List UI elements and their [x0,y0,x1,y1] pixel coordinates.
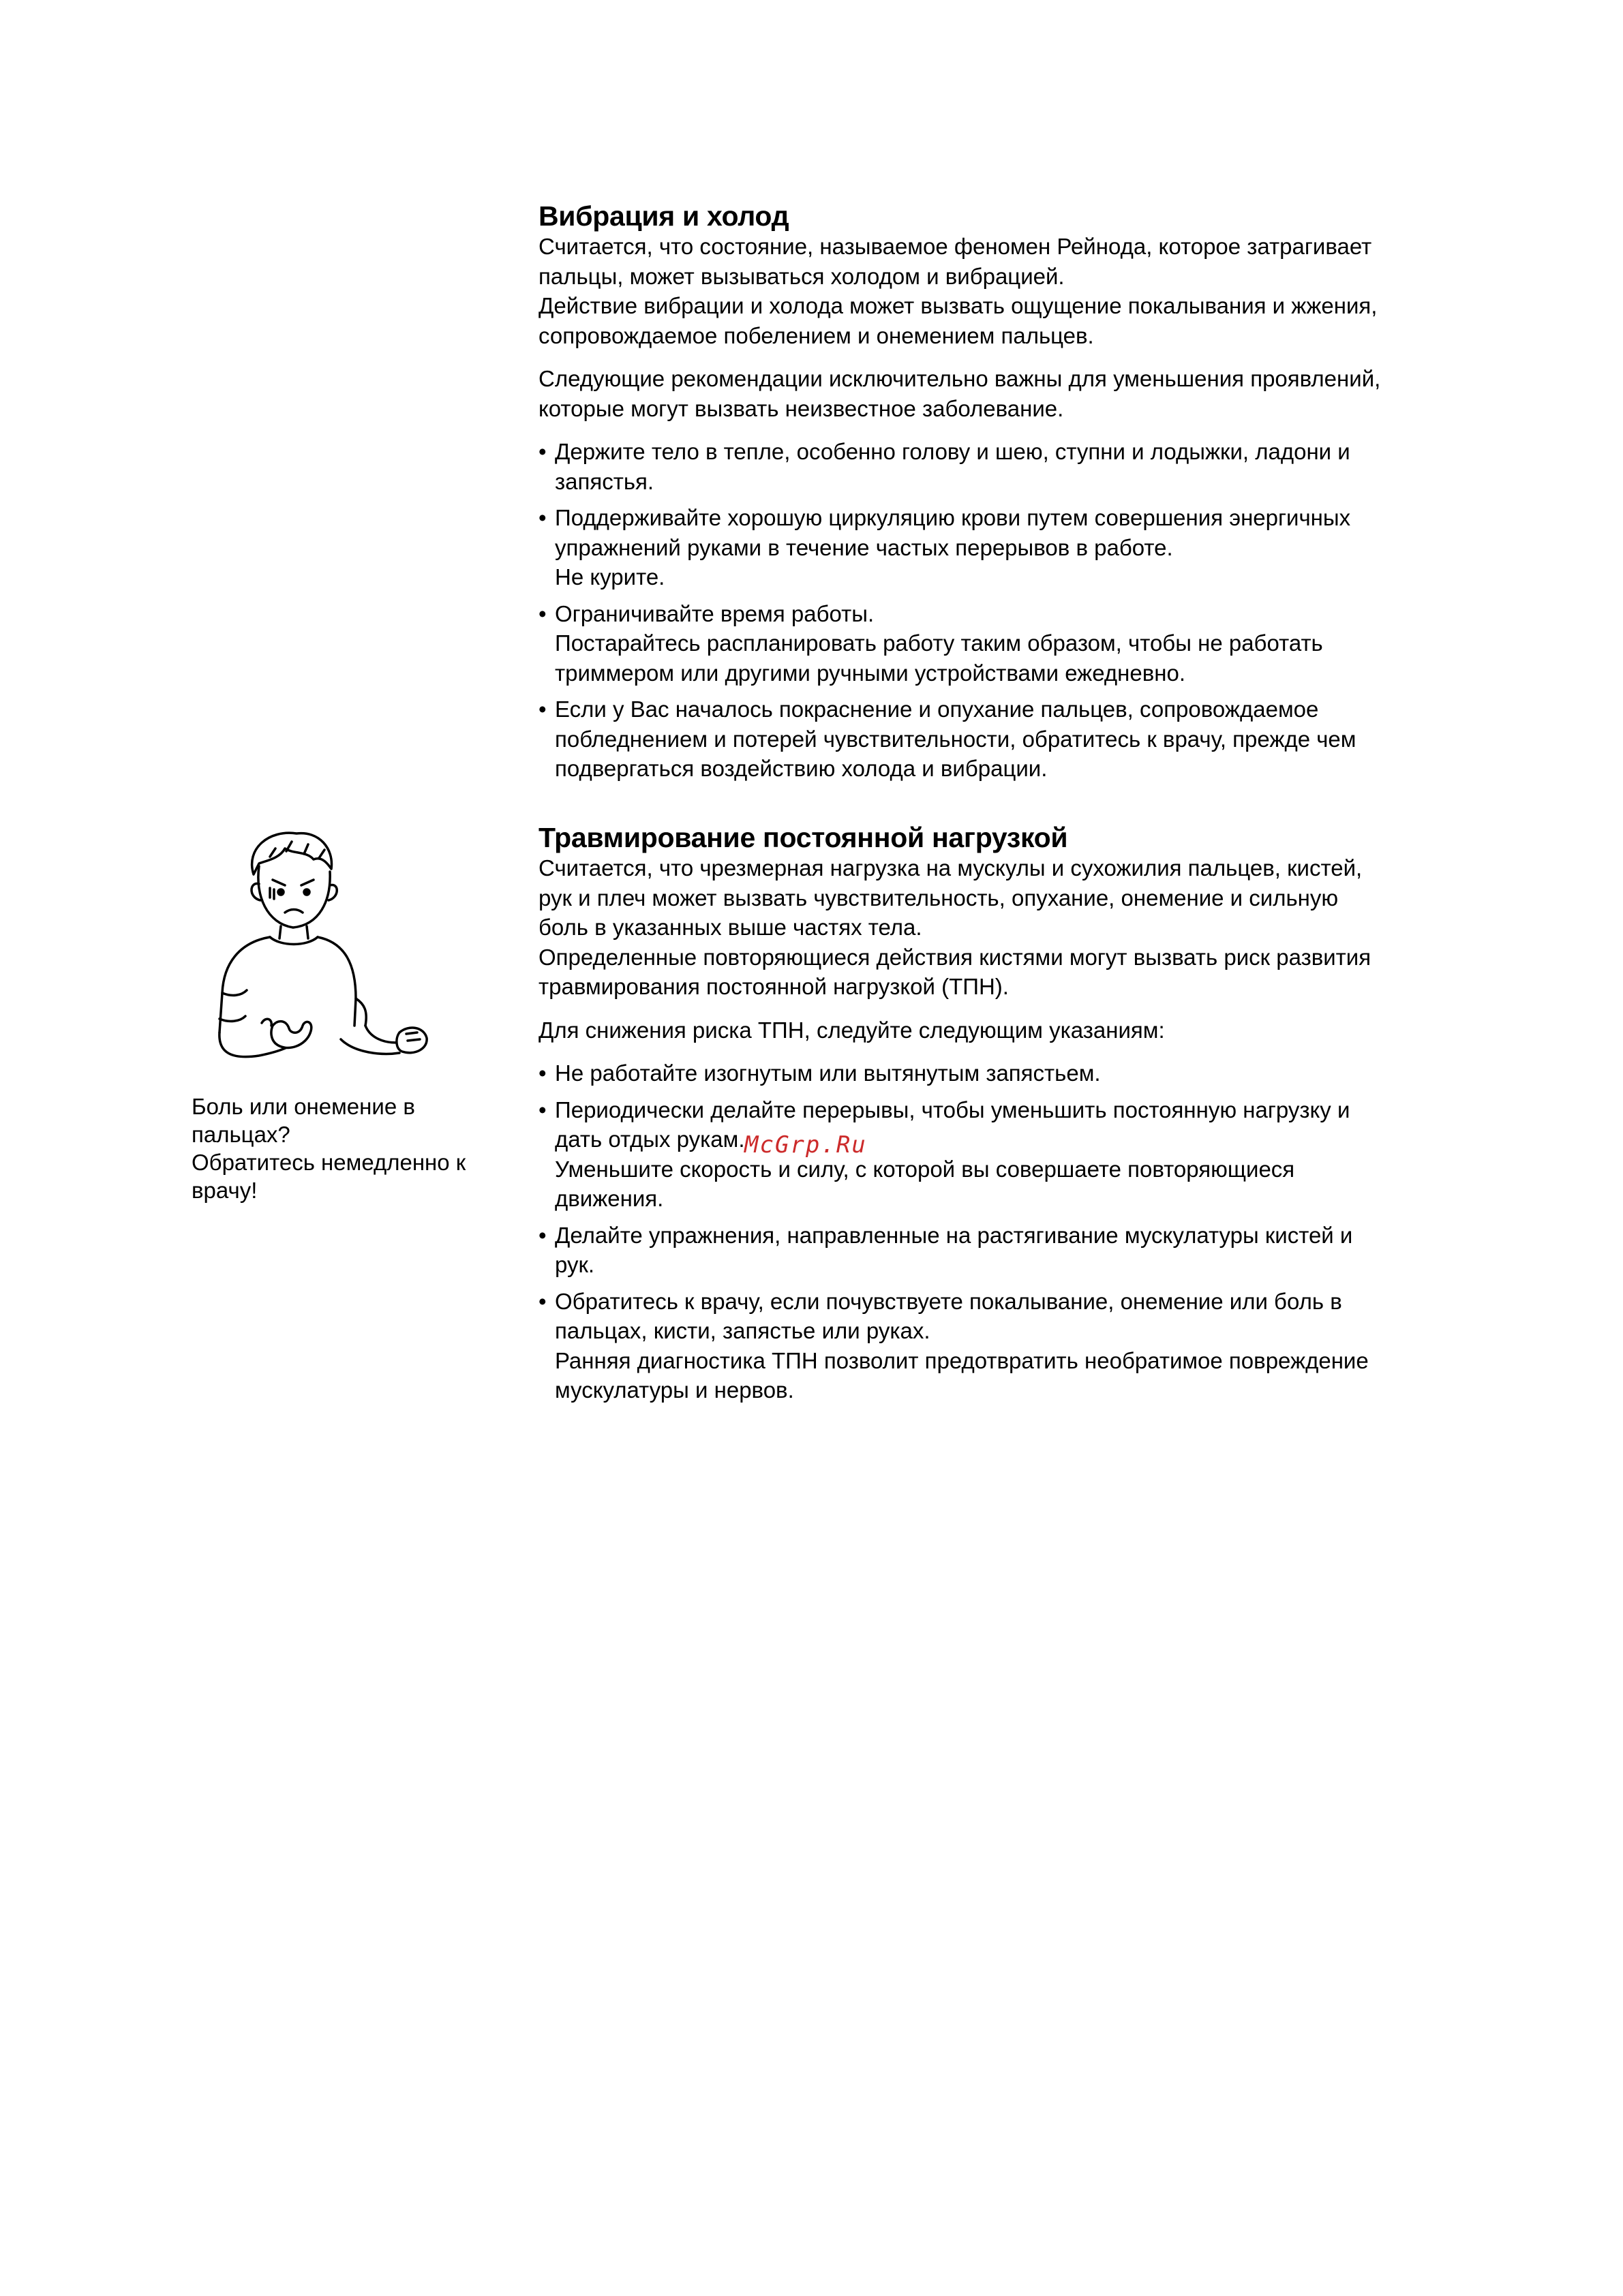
list-item [539,1287,1500,1405]
wrist-pain-drawing [204,821,429,1087]
text-line: Обратитесь немедленно к [192,1150,466,1175]
text-line: врачу! [192,1178,258,1203]
list-item [539,1221,1500,1280]
text-line: триммером или другими ручными устройствами ежедневно. [555,660,1185,686]
person-wrist-pain-illustration [204,821,429,1087]
text-line: Для снижения риска ТПН, следуйте следующим указаниям: [539,1017,1165,1043]
text-line: Считается, что состояние, называемое феномен Рейнода, которое затрагивает [539,234,1372,259]
text-line: упражнений руками в течение частых перерывов в работе. [555,534,1173,560]
text-line: Ранняя диагностика ТПН позволит предотвратить необратимое повреждение [555,1347,1369,1373]
text-line: пальцы, может вызываться холодом и вибрацией. [539,263,1065,289]
text-line: рук. [555,1252,595,1277]
text-line: боль в указанных выше частях тела. [539,915,922,940]
text-line: запястья. [555,468,654,494]
text-line: • Если у Вас началось покраснение и опухание пальцев, сопровождаемое [555,697,1319,722]
text-line: • Обратитесь к врачу, если почувствуете покалывание, онемение или боль в [555,1288,1342,1314]
text-line: которые могут вызвать неизвестное заболевание. [539,395,1064,421]
section1-lead [539,364,1500,423]
text-line: Считается, что чрезмерная нагрузка на мускулы и сухожилия пальцев, кистей, [539,855,1363,881]
text-line: дать отдых рукам. [555,1127,745,1152]
list-item [539,437,1500,496]
section2-bullet-list [539,1058,1500,1405]
sidebar-caption [192,1092,512,1204]
text-line: • Периодически делайте перерывы, чтобы уменьшить постоянную нагрузку и [555,1097,1350,1122]
text-line: побледнением и потерей чувствительности, обратитесь к врачу, прежде чем [555,726,1356,752]
list-item [539,503,1500,592]
list-item [539,599,1500,688]
list-item [539,694,1500,784]
section-title-repetitive-strain: Травмирование постоянной нагрузкой [539,822,1068,853]
text-line: пальцах? [192,1122,290,1147]
text-line: • Делайте упражнения, направленные на растягивание мускулатуры кистей и [555,1222,1353,1248]
text-line: движения. [555,1186,664,1211]
text-line: Не курите. [555,564,665,590]
text-line: сопровождаемое побелением и онемением пальцев. [539,322,1094,348]
text-line: Уменьшите скорость и силу, с которой вы совершаете повторяющиеся [555,1156,1295,1182]
list-item [539,1058,1500,1088]
section2-lead [539,1015,1500,1045]
text-line: подвергаться воздействию холода и вибрации. [555,756,1048,781]
text-line: • Поддерживайте хорошую циркуляцию крови путем совершения энергичных [555,505,1351,530]
text-line: • Не работайте изогнутым или вытянутым запястьем. [555,1060,1101,1086]
section-vibration-cold [539,200,1500,791]
text-line: • Держите тело в тепле, особенно голову и шею, ступни и лодыжки, ладони и [555,439,1350,464]
text-line: Действие вибрации и холода может вызвать ощущение покалывания и жжения, [539,293,1378,318]
text-line: травмирования постоянной нагрузкой (ТПН). [539,974,1009,999]
text-line: • Ограничивайте время работы. [555,600,875,626]
section-repetitive-strain [539,822,1500,1412]
section-title-vibration-cold: Вибрация и холод [539,200,789,232]
text-line: Следующие рекомендации исключительно важны для уменьшения проявлений, [539,366,1381,391]
text-line: Боль или онемение в [192,1094,415,1119]
section1-bullet-list [539,437,1500,784]
text-line: Определенные повторяющиеся действия кистями могут вызвать риск развития [539,944,1371,970]
text-line: рук и плеч может вызвать чувствительность, опухание, онемение и сильную [539,885,1339,910]
watermark: McGrp.Ru [744,1131,867,1159]
section1-intro [539,232,1500,350]
list-item [539,1095,1500,1214]
text-line: пальцах, кисти, запястье или руках. [555,1318,930,1343]
text-line: мускулатуры и нервов. [555,1377,794,1403]
text-line: Постарайтесь распланировать работу таким образом, чтобы не работать [555,630,1323,656]
section2-intro [539,853,1500,1002]
